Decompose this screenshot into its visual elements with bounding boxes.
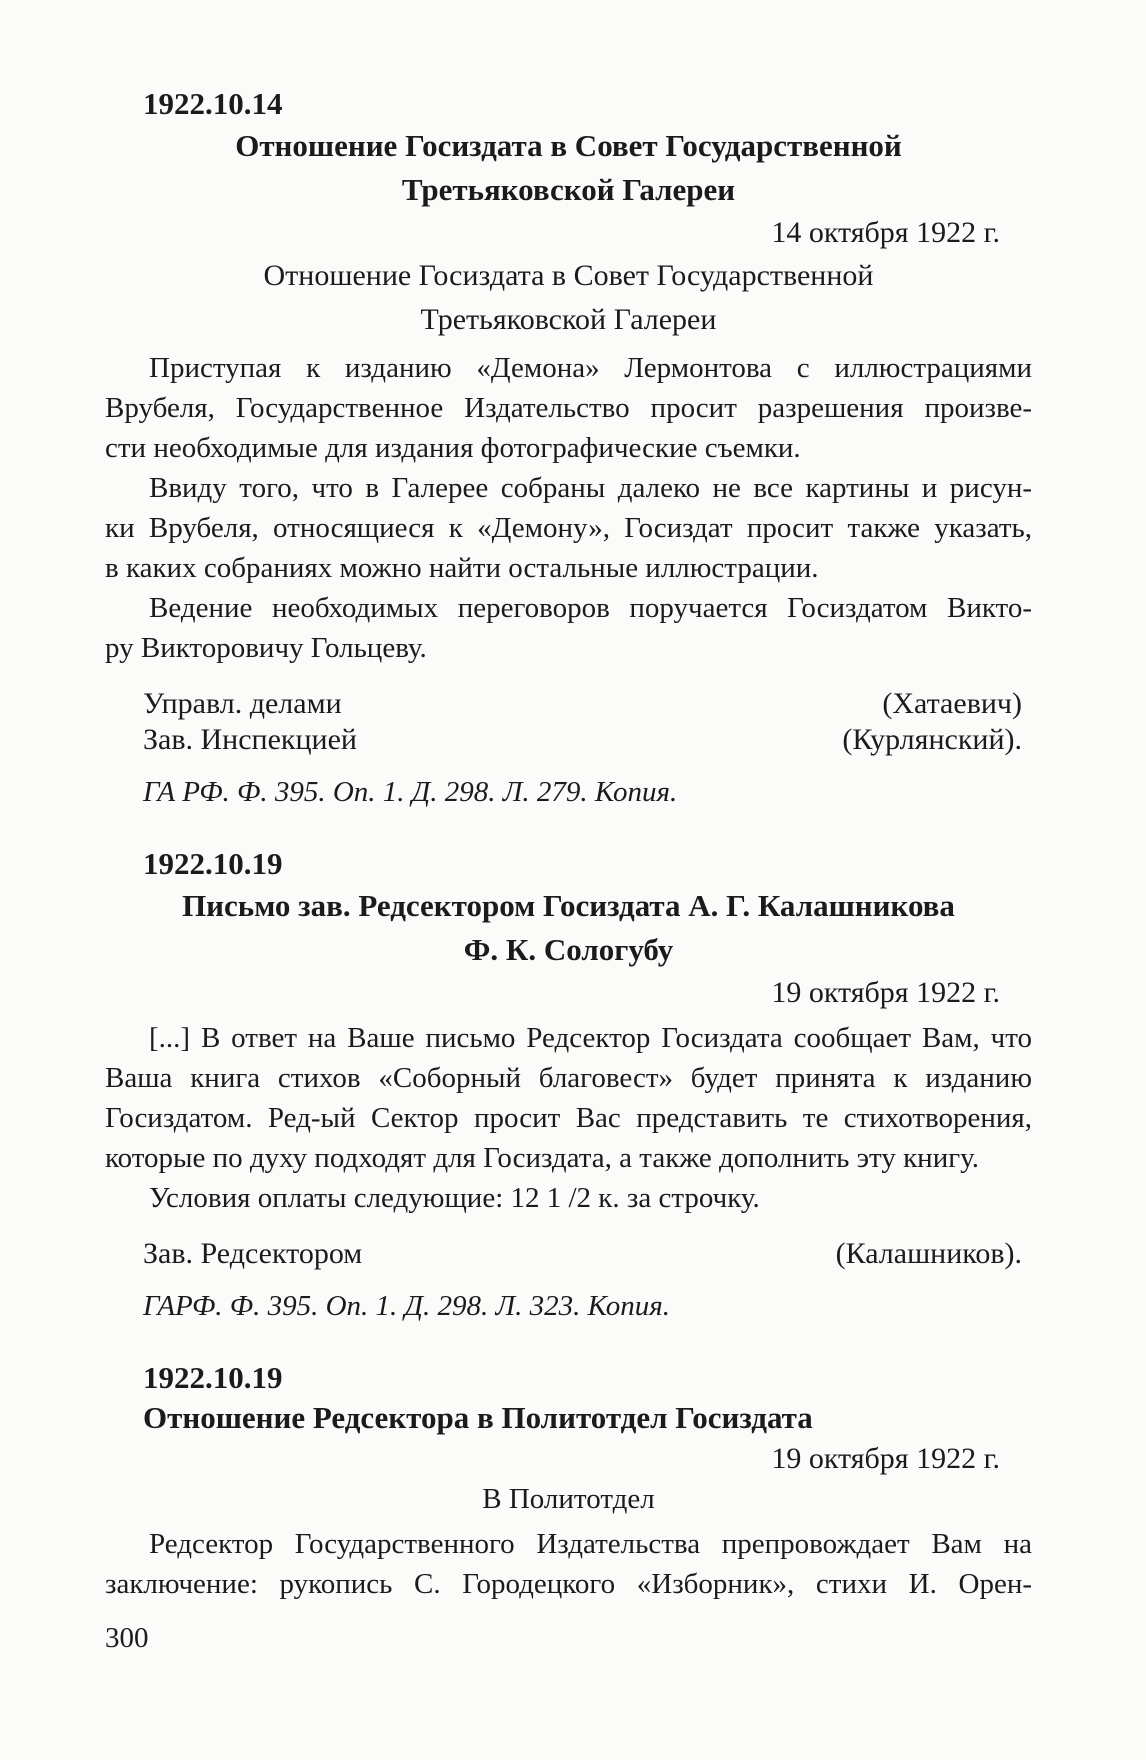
document-code: 1922.10.19	[143, 846, 283, 881]
text-line: которые по духу подходят для Госиздата, а также дополнить эту книгу.	[105, 1142, 979, 1174]
text-line: Госиздатом. Ред-ый Сектор просит Вас представить те стихотворения,	[105, 1102, 1032, 1134]
signature-role: Зав. Редсектором	[143, 1237, 363, 1270]
text-line: Ввиду того, что в Галерее собраны далеко не все картины и рисун-	[149, 472, 1032, 504]
document-1	[105, 84, 1032, 810]
title-line: Письмо зав. Редсектором Госиздата А. Г. Калашникова	[182, 888, 955, 923]
document-title	[105, 124, 1032, 212]
document-date: 19 октября 1922 г.	[771, 1442, 1000, 1475]
document-body	[105, 1524, 1032, 1604]
document-code: 1922.10.14	[143, 86, 283, 121]
signature-role: Управл. делами	[143, 687, 342, 720]
document-date: 19 октября 1922 г.	[771, 976, 1000, 1009]
subtitle-line: Третьяковской Галереи	[420, 303, 717, 336]
archive-reference: ГА РФ. Ф. 395. Оп. 1. Д. 298. Л. 279. Копия.	[143, 776, 678, 808]
signature-name: (Калашников).	[835, 1237, 1022, 1270]
text-line: в каких собраниях можно найти остальные иллюстрации.	[105, 552, 819, 584]
signature-block	[105, 686, 1032, 758]
document-addressee: В Политотдел	[482, 1483, 655, 1515]
text-line: Ведение необходимых переговоров поручается Госиздатом Викто-	[149, 592, 1032, 624]
title-line: Ф. К. Сологубу	[463, 932, 674, 967]
document-title	[105, 884, 1032, 972]
document-3	[105, 1358, 1032, 1604]
subtitle-line: Отношение Госиздата в Совет Государственной	[263, 259, 874, 292]
archive-reference: ГАРФ. Ф. 395. Оп. 1. Д. 298. Л. 323. Копия.	[143, 1290, 671, 1322]
text-line: [...] В ответ на Ваше письмо Редсектор Госиздата сообщает Вам, что	[149, 1022, 1032, 1054]
text-line: сти необходимые для издания фотографические съемки.	[105, 432, 801, 464]
signature-row	[105, 722, 1032, 758]
text-line: Приступая к изданию «Демона» Лермонтова с иллюстрациями	[149, 352, 1032, 384]
document-date: 14 октября 1922 г.	[771, 216, 1000, 249]
signature-name: (Хатаевич)	[882, 687, 1022, 720]
text-line: Ваша книга стихов «Соборный благовест» будет принята к изданию	[105, 1062, 1032, 1094]
signature-row	[105, 1236, 1032, 1272]
document-title: Отношение Редсектора в Политотдел Госиздата	[143, 1400, 813, 1435]
text-line: ру Викторовичу Гольцеву.	[105, 632, 427, 664]
text-line: Врубеля, Государственное Издательство просит разрешения произве-	[105, 392, 1032, 424]
text-line: Условия оплаты следующие: 12 1 /2 к. за строчку.	[149, 1182, 760, 1214]
document-body	[105, 1018, 1032, 1218]
document-2	[105, 844, 1032, 1324]
signature-role: Зав. Инспекцией	[143, 723, 357, 756]
page-number: 300	[105, 1622, 149, 1654]
title-line: Третьяковской Галереи	[401, 172, 736, 207]
text-line: заключение: рукопись С. Городецкого «Изборник», стихи И. Орен-	[105, 1568, 1032, 1600]
signature-name: (Курлянский).	[842, 723, 1022, 756]
signature-row	[105, 686, 1032, 722]
signature-block	[105, 1236, 1032, 1272]
document-code: 1922.10.19	[143, 1360, 283, 1395]
text-line: Редсектор Государственного Издательства препровождает Вам на	[149, 1528, 1032, 1560]
document-body	[105, 348, 1032, 668]
document-subtitle	[105, 254, 1032, 342]
title-line: Отношение Госиздата в Совет Государственной	[235, 128, 902, 163]
text-line: ки Врубеля, относящиеся к «Демону», Госиздат просит также указать,	[105, 512, 1032, 544]
